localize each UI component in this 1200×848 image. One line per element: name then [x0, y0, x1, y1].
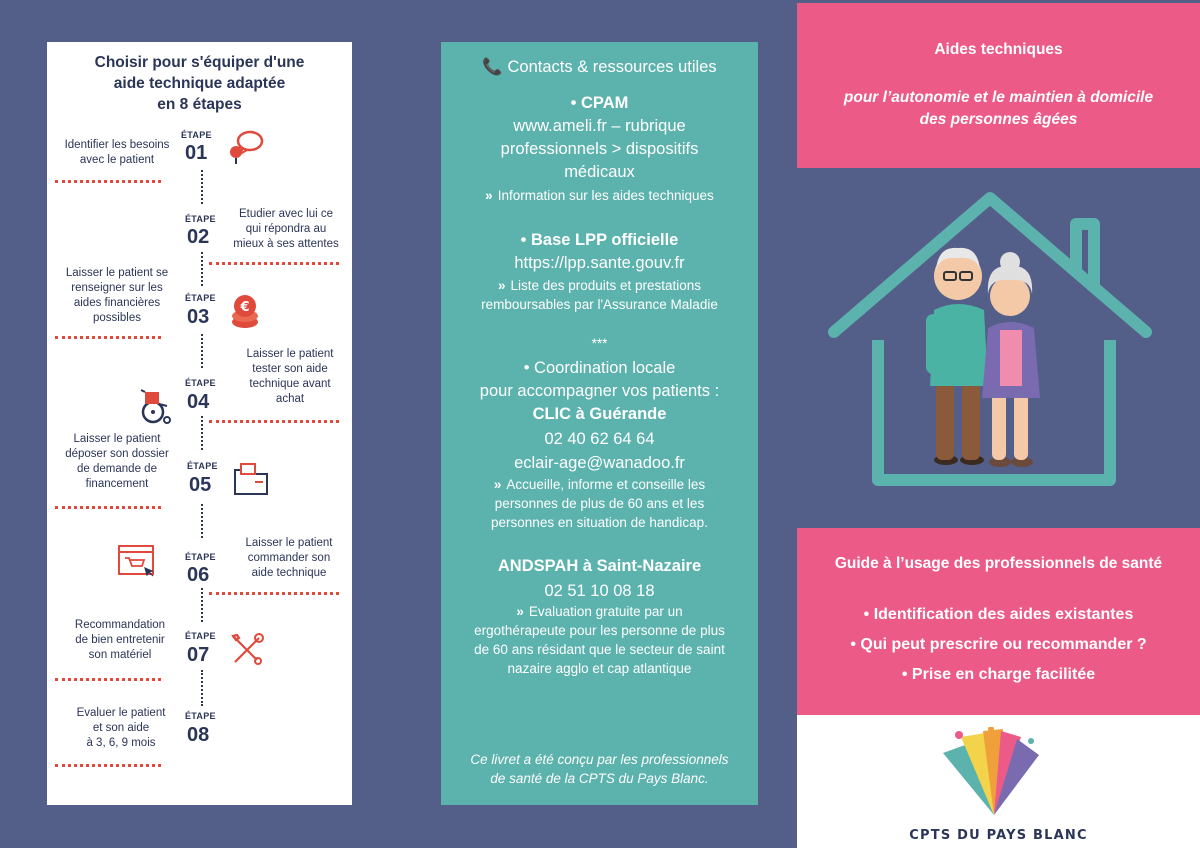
step-connector	[201, 416, 203, 450]
page-title: Aides techniques	[934, 41, 1063, 58]
step-line: Laisser le patient	[246, 348, 334, 360]
cpts-logo-icon	[939, 727, 1049, 817]
step-text	[231, 347, 349, 407]
step-line: son matériel	[88, 649, 152, 661]
step-label: ÉTAPE	[185, 214, 216, 224]
step-divider	[55, 336, 161, 339]
logo-text: CPTS DU PAYS BLANC	[909, 828, 1088, 843]
step-label: ÉTAPE	[185, 552, 216, 562]
coordination-line: • Coordination locale	[523, 359, 676, 377]
speech-bubbles-icon	[225, 130, 265, 170]
step-number: 03	[187, 306, 210, 328]
step-line: Evaluer le patient	[76, 707, 166, 719]
cpam-line: www.ameli.fr – rubrique	[513, 117, 686, 135]
lpp-info-line: remboursables par l'Assurance Maladie	[481, 297, 718, 312]
step-line: déposer son dossier	[65, 448, 169, 460]
andspah-info-line: nazaire agglo et cap atlantique	[507, 661, 692, 676]
step-divider	[55, 764, 161, 767]
steps-panel	[47, 42, 352, 805]
step-divider	[55, 678, 161, 681]
cpam-title: • CPAM	[570, 94, 629, 112]
steps-title	[47, 52, 352, 115]
step-divider	[55, 506, 161, 509]
step-label: ÉTAPE	[185, 711, 216, 721]
step-divider	[209, 592, 339, 595]
steps-title-line: aide technique adaptée	[113, 75, 286, 92]
andspah-info-line: ergothérapeute pour les personne de plus	[474, 623, 725, 638]
contacts-header: 📞 Contacts & ressources utiles	[482, 58, 717, 76]
step-label: ÉTAPE	[185, 378, 216, 388]
logo-area	[797, 715, 1200, 848]
step-connector	[201, 170, 203, 204]
guide-banner	[797, 528, 1200, 715]
andspah-info	[441, 602, 758, 621]
step-number: 01	[185, 142, 208, 164]
step-line: Recommandation	[74, 619, 166, 631]
clic-phone: 02 40 62 64 64	[544, 430, 655, 448]
step-number: 08	[187, 724, 210, 746]
step-divider	[209, 420, 339, 423]
step-label: ÉTAPE	[181, 130, 212, 140]
guide-item: • Prise en charge facilitée	[901, 666, 1096, 683]
step-divider	[209, 262, 339, 265]
step-line: de bien entretenir	[75, 634, 165, 646]
step-line: achat	[275, 393, 305, 405]
andspah-phone: 02 51 10 08 18	[544, 582, 655, 600]
step-line: tester son aide	[252, 363, 328, 375]
cpam-info-text: Information sur les aides techniques	[497, 188, 714, 203]
lpp-info	[441, 276, 758, 295]
cpam-info	[441, 186, 758, 205]
andspah-title: ANDSPAH à Saint-Nazaire	[497, 557, 702, 575]
step-line: Laisser le patient	[245, 537, 333, 549]
step-number: 02	[187, 226, 210, 248]
clic-email-link[interactable]: eclair-age@wanadoo.fr	[514, 454, 685, 472]
clic-title: CLIC à Guérande	[532, 405, 667, 423]
clic-info-line: Accueille, informe et conseille les	[506, 477, 706, 492]
step-number: 07	[187, 644, 210, 666]
step-text	[63, 706, 179, 751]
title-banner	[797, 3, 1200, 168]
tools-icon	[227, 630, 267, 670]
cpam-line: professionnels > dispositifs	[500, 140, 699, 158]
svg-text:€: €	[240, 300, 250, 315]
step-line: aide technique	[251, 567, 327, 579]
step-number: 06	[187, 564, 210, 586]
step-text	[229, 536, 349, 581]
step-line: qui répondra au	[245, 223, 327, 235]
coordination-line: pour accompagner vos patients :	[479, 382, 720, 400]
online-order-icon	[117, 542, 157, 582]
steps-title-line: en 8 étapes	[157, 96, 242, 113]
step-connector	[201, 670, 203, 706]
step-line: à 3, 6, 9 mois	[86, 737, 156, 749]
chevron-icon: »	[497, 278, 503, 293]
step-line: Laisser le patient se	[65, 267, 169, 279]
clic-info	[441, 475, 758, 494]
cpam-line: médicaux	[564, 163, 635, 181]
subtitle-line: pour l’autonomie et le maintien à domicile	[843, 89, 1154, 106]
lpp-info-line: Liste des produits et prestations	[510, 278, 702, 293]
step-line: possibles	[93, 312, 141, 324]
step-line: Etudier avec lui ce	[239, 208, 333, 220]
page-subtitle	[797, 87, 1200, 131]
footer-line: de santé de la CPTS du Pays Blanc.	[490, 771, 709, 786]
lpp-url-link[interactable]: https://lpp.sante.gouv.fr	[514, 254, 685, 272]
andspah-info-line: Evaluation gratuite par un	[528, 604, 683, 619]
chevron-icon: »	[516, 604, 521, 619]
step-line: avec le patient	[79, 154, 155, 166]
step-connector	[201, 588, 203, 622]
step-number: 05	[189, 474, 212, 496]
step-connector	[201, 504, 203, 538]
step-line: et son aide	[92, 722, 150, 734]
step-connector	[201, 334, 203, 368]
euro-coins-icon	[227, 292, 267, 332]
contacts-panel	[441, 42, 758, 805]
step-line: mieux à ses attentes	[233, 238, 339, 250]
chevron-icon: »	[485, 188, 490, 203]
subtitle-line: des personnes âgées	[919, 111, 1078, 128]
step-text	[61, 618, 179, 663]
footer-line: Ce livret a été conçu par les professionnels	[470, 752, 729, 767]
clic-info-line: personnes en situation de handicap.	[491, 515, 708, 530]
step-text	[53, 432, 181, 492]
step-text	[53, 138, 181, 168]
folder-icon	[231, 460, 271, 500]
step-text	[53, 266, 181, 326]
step-label: ÉTAPE	[185, 631, 216, 641]
guide-item: • Identification des aides existantes	[863, 606, 1134, 623]
clic-info-line: personnes de plus de 60 ans et les	[494, 496, 705, 511]
step-line: de demande de	[77, 463, 157, 475]
guide-item: • Qui peut prescrire ou recommander ?	[850, 636, 1147, 653]
steps-title-line: Choisir pour s'équiper d'une	[94, 54, 305, 71]
step-label: ÉTAPE	[187, 461, 218, 471]
step-label: ÉTAPE	[185, 293, 216, 303]
chevron-icon: »	[493, 477, 499, 492]
andspah-info-line: de 60 ans résidant que le secteur de saint	[474, 642, 725, 657]
step-line: Laisser le patient	[73, 433, 161, 445]
step-line: aides financières	[73, 297, 161, 309]
guide-title: Guide à l’usage des professionnels de santé	[834, 555, 1163, 572]
step-text	[223, 207, 349, 252]
step-line: technique avant	[249, 378, 331, 390]
step-divider	[55, 180, 161, 183]
step-line: renseigner sur les	[71, 282, 163, 294]
step-number: 04	[187, 391, 210, 413]
step-line: financement	[85, 478, 149, 490]
wheelchair-icon	[133, 386, 173, 426]
step-connector	[201, 252, 203, 286]
lpp-title: • Base LPP officielle	[520, 231, 679, 249]
separator: ***	[591, 336, 608, 351]
step-line: commander son	[247, 552, 331, 564]
house-elderly-couple-illustration	[826, 190, 1166, 490]
step-line: Identifier les besoins	[64, 139, 170, 151]
